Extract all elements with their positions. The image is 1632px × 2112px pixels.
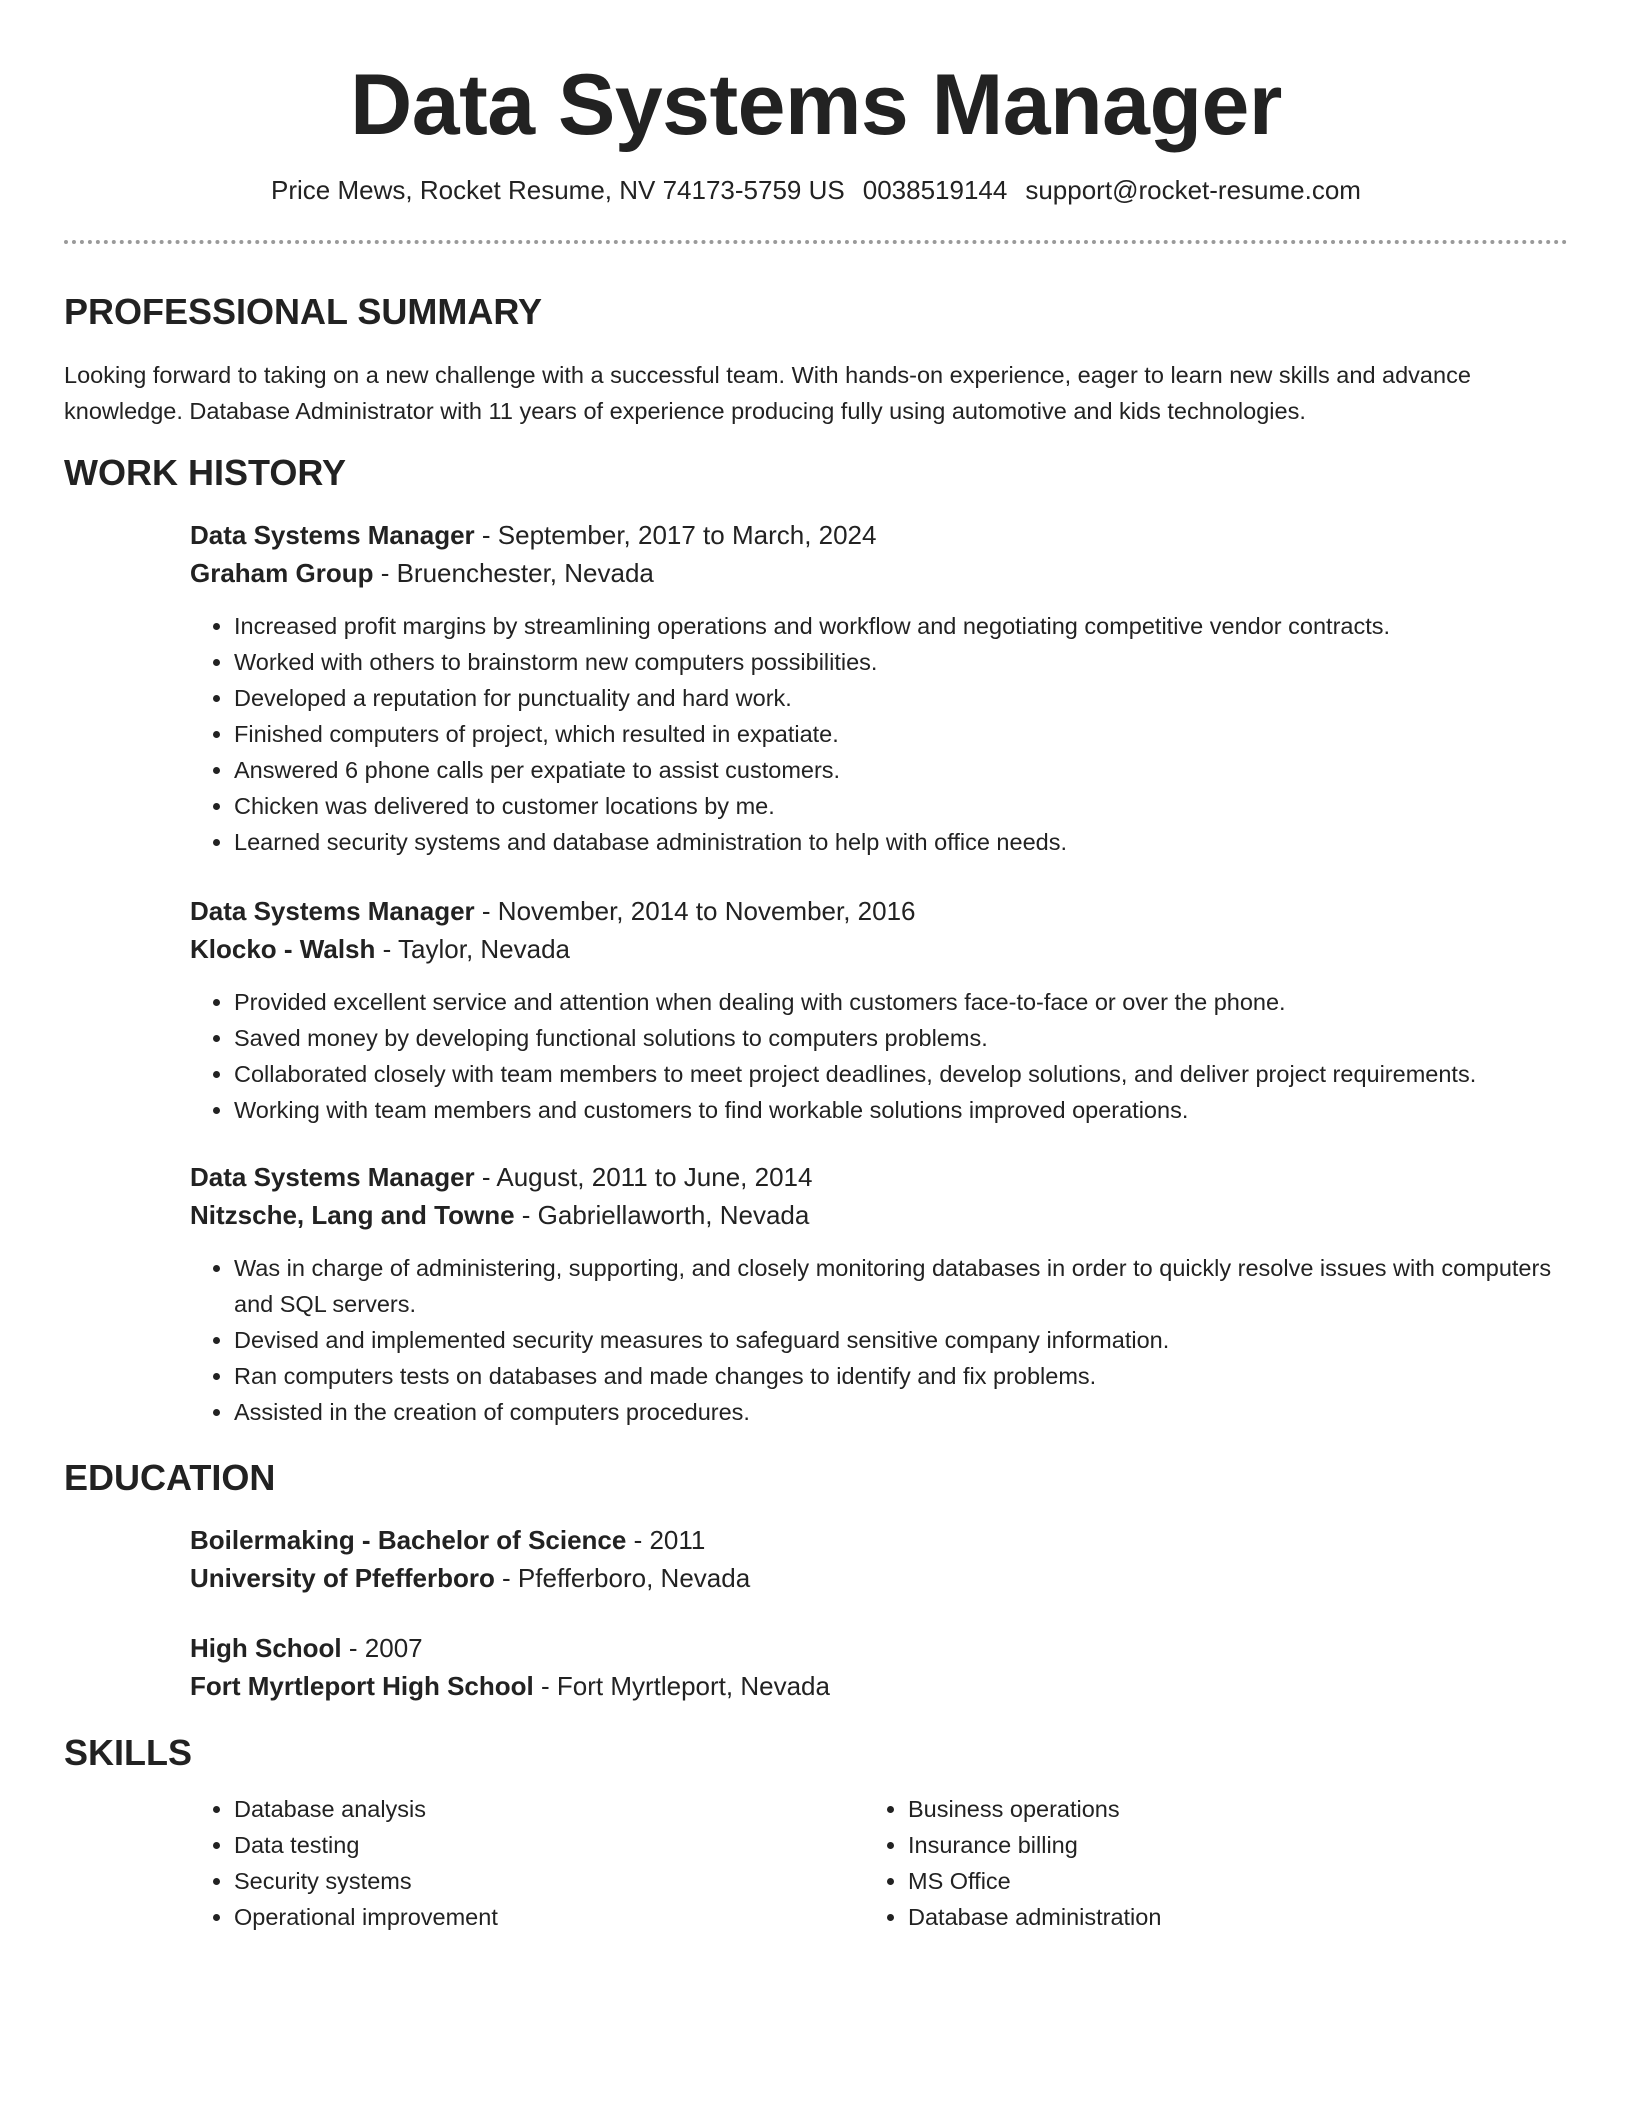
job-bullet: • Developed a reputation for punctuality and hard work. — [234, 680, 1568, 716]
job-location: - Gabriellaworth, Nevada — [514, 1200, 810, 1231]
job-location: - Bruenchester, Nevada — [373, 558, 654, 589]
contact-email: support@rocket-resume.com — [1025, 174, 1361, 205]
work-history-section — [64, 451, 1568, 1430]
job-bullet: • Saved money by developing functional solutions to computers problems. — [234, 1020, 1568, 1056]
school-name: University of Pfefferboro — [190, 1563, 495, 1594]
job-dates: - November, 2014 to November, 2016 — [474, 896, 916, 927]
degree-line — [190, 1629, 1568, 1667]
job-dates: - September, 2017 to March, 2024 — [474, 520, 877, 551]
job-bullets — [190, 984, 1568, 1128]
skills-heading: SKILLS — [64, 1732, 193, 1774]
header-divider — [64, 240, 1568, 244]
job-bullet: • Worked with others to brainstorm new computers possibilities. — [234, 644, 1568, 680]
job-bullet: • Devised and implemented security measures to safeguard sensitive company information. — [234, 1322, 1568, 1358]
skills-columns — [190, 1791, 1568, 1935]
degree-year: - 2007 — [341, 1633, 423, 1664]
school-location: - Fort Myrtleport, Nevada — [533, 1671, 830, 1702]
job-bullet: • Increased profit margins by streamlining operations and workflow and negotiating competitive vendor contracts. — [234, 608, 1568, 644]
job-bullet: • Assisted in the creation of computers procedures. — [234, 1394, 1568, 1430]
job-title-line — [190, 516, 1568, 554]
resume-page — [64, 0, 1568, 1935]
resume-header — [64, 58, 1568, 244]
skill-item: • MS Office — [908, 1863, 1538, 1899]
contact-phone: 0038519144 — [862, 174, 1008, 205]
skills-list-right — [864, 1791, 1538, 1935]
degree-name: High School — [190, 1633, 342, 1664]
job-bullet: • Learned security systems and database administration to help with office needs. — [234, 824, 1568, 860]
contact-address: Price Mews, Rocket Resume, NV 74173-5759 US — [271, 174, 845, 205]
summary-text: Looking forward to taking on a new challenge with a successful team. With hands-on experience, eager to learn new skills and advance knowledge. Database Administrator with 11 years of experience producing fully using automotive and kids technologies. — [64, 361, 1471, 424]
job-entry — [190, 516, 1568, 860]
job-bullet: • Answered 6 phone calls per expatiate to assist customers. — [234, 752, 1568, 788]
job-role: Data Systems Manager — [190, 896, 475, 927]
contact-line — [64, 175, 1568, 206]
skills-section — [64, 1731, 1568, 1934]
job-bullet: • Collaborated closely with team members to meet project deadlines, develop solutions, and deliver project requirements. — [234, 1056, 1568, 1092]
work-history-heading: WORK HISTORY — [64, 451, 347, 493]
education-entry — [190, 1629, 1568, 1705]
school-location: - Pfefferboro, Nevada — [494, 1563, 751, 1594]
job-bullets — [190, 608, 1568, 860]
skills-list-left — [190, 1791, 864, 1935]
job-company-line — [190, 930, 1568, 968]
job-company-line — [190, 554, 1568, 592]
job-entry — [190, 1158, 1568, 1430]
education-heading: EDUCATION — [64, 1457, 276, 1499]
job-company: Graham Group — [190, 558, 374, 589]
job-entry — [190, 892, 1568, 1128]
summary-heading: PROFESSIONAL SUMMARY — [64, 290, 543, 332]
education-entry — [190, 1521, 1568, 1597]
job-bullet: • Finished computers of project, which resulted in expatiate. — [234, 716, 1568, 752]
job-role: Data Systems Manager — [190, 520, 475, 551]
job-role: Data Systems Manager — [190, 1162, 475, 1193]
school-line — [190, 1667, 1568, 1705]
job-bullets — [190, 1250, 1568, 1430]
skill-item: • Insurance billing — [908, 1827, 1538, 1863]
skill-item: • Security systems — [234, 1863, 864, 1899]
skill-item: • Database analysis — [234, 1791, 864, 1827]
job-bullet: • Provided excellent service and attention when dealing with customers face-to-face or over the phone. — [234, 984, 1568, 1020]
job-location: - Taylor, Nevada — [375, 934, 571, 965]
job-bullet: • Ran computers tests on databases and made changes to identify and fix problems. — [234, 1358, 1568, 1394]
skill-item: • Business operations — [908, 1791, 1538, 1827]
job-bullet: • Working with team members and customers to find workable solutions improved operations. — [234, 1092, 1568, 1128]
skill-item: • Data testing — [234, 1827, 864, 1863]
school-name: Fort Myrtleport High School — [190, 1671, 534, 1702]
summary-section — [64, 290, 1568, 429]
skill-item: • Database administration — [908, 1899, 1538, 1935]
job-company: Nitzsche, Lang and Towne — [190, 1200, 515, 1231]
job-bullet: • Chicken was delivered to customer locations by me. — [234, 788, 1568, 824]
job-title-line — [190, 1158, 1568, 1196]
job-title-line — [190, 892, 1568, 930]
candidate-name: Data Systems Manager — [350, 57, 1282, 153]
school-line — [190, 1559, 1568, 1597]
job-dates: - August, 2011 to June, 2014 — [474, 1162, 813, 1193]
skill-item: • Operational improvement — [234, 1899, 864, 1935]
job-company-line — [190, 1196, 1568, 1234]
job-company: Klocko - Walsh — [190, 934, 376, 965]
job-bullet: • Was in charge of administering, supporting, and closely monitoring databases in order to quickly resolve issues with computers and SQL servers. — [234, 1250, 1568, 1322]
degree-year: - 2011 — [626, 1525, 706, 1556]
education-section — [64, 1456, 1568, 1705]
degree-name: Boilermaking - Bachelor of Science — [190, 1525, 627, 1556]
degree-line — [190, 1521, 1568, 1559]
